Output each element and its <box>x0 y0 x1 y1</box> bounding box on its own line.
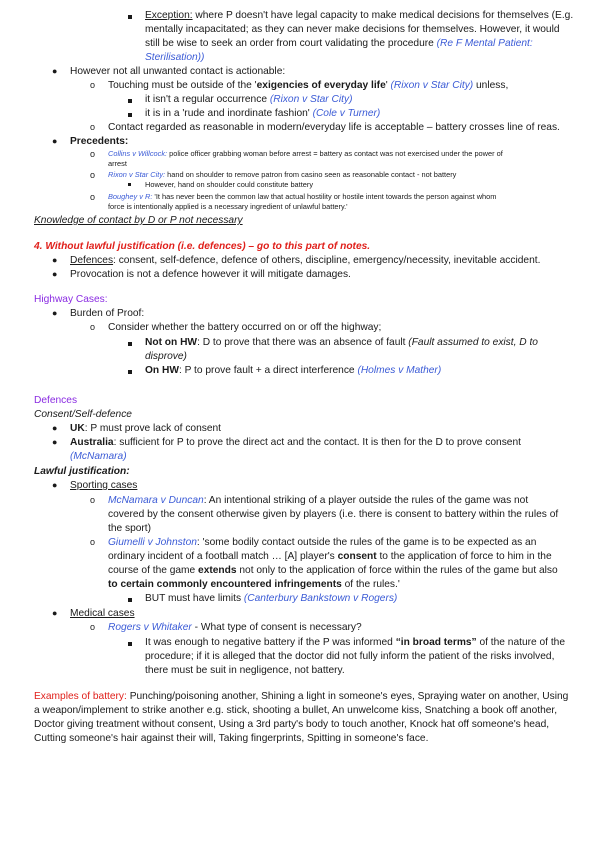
case-citation: (Canterbury Bankstown v Rogers) <box>243 593 398 604</box>
provocation-note: Provocation is not a defence however it will mitigate damages. <box>70 269 351 280</box>
case-citation: (Rixon v Star City) <box>390 80 474 91</box>
rogers-sub-2: procedure; if it is alleged that the doctor did not fully inform the patient of the risks involved, <box>145 651 555 662</box>
circle-bullet-icon: o <box>90 622 96 632</box>
precedent-boughey-cont: force is intentionally applied is a necessary ingredient of unlawful battery.' <box>108 202 348 211</box>
circle-bullet-icon: o <box>90 192 96 202</box>
case-citation: Sterilisation)) <box>145 52 205 63</box>
circle-bullet-icon: o <box>90 80 96 90</box>
case-citation: (Re F Mental Patient: <box>436 38 533 49</box>
giumelli-line-4: to certain commonly encountered infringements of the rules.' <box>108 579 400 590</box>
circle-bullet-icon: o <box>90 122 96 132</box>
not-on-highway-cont: disprove) <box>145 351 187 362</box>
bullet-icon: ● <box>52 66 58 76</box>
case-citation: Giumelli v Johnston <box>108 537 197 548</box>
bullet-icon: ● <box>52 269 58 279</box>
circle-bullet-icon: o <box>90 322 96 332</box>
giumelli-line-1: Giumelli v Johnston: 'some bodily contact outside the rules of the game is to be expected as an <box>108 537 537 548</box>
uk-consent: UK: P must prove lack of consent <box>70 423 221 434</box>
lawful-justification-heading: Lawful justification: <box>34 466 130 477</box>
case-citation: (McNamara) <box>70 451 127 462</box>
examples-line-4: Cutting someone's hair against their will, Taking fingerprints, Spitting in someone's face. <box>34 733 429 744</box>
bullet-icon: ● <box>52 480 58 490</box>
touching-line: Touching must be outside of the 'exigencies of everyday life' (Rixon v Star City) unless, <box>108 80 509 91</box>
medical-cases-heading: Medical cases <box>70 608 135 619</box>
examples-line-2: a weapon/implement to strike another e.g. stick, shooting a bullet, An unwelcome kiss, Snatching a book off another, <box>34 705 558 716</box>
on-highway: On HW: P to prove fault + a direct interference (Holmes v Mather) <box>145 365 442 376</box>
case-citation: Boughey v R: <box>108 192 153 201</box>
circle-bullet-icon: o <box>90 537 96 547</box>
circle-bullet-icon: o <box>90 149 96 159</box>
precedents-heading: Precedents: <box>70 136 129 147</box>
mcnamara-line-3: the sport) <box>108 523 152 534</box>
circle-bullet-icon: o <box>90 495 96 505</box>
case-citation: McNamara v Duncan <box>108 495 204 506</box>
limits-line: BUT must have limits (Canterbury Bankstown v Rogers) <box>145 593 398 604</box>
mcnamara-line-2: covered by the consent otherwise given by players (i.e. there is consent to battery within the rules of <box>108 509 559 520</box>
square-bullet-icon <box>128 183 131 186</box>
highway-heading: Highway Cases: <box>34 294 108 305</box>
square-bullet-icon <box>128 99 132 103</box>
case-citation: Rixon v Star City: <box>108 170 166 179</box>
case-citation: (Holmes v Mather) <box>357 365 442 376</box>
consent-heading: Consent/Self-defence <box>34 409 132 420</box>
case-citation: Collins v Willcock: <box>108 149 168 158</box>
giumelli-line-3: course of the game extends not only to the application of force within the rules of the game but also <box>108 565 558 576</box>
burden-heading: Burden of Proof: <box>70 308 145 319</box>
square-bullet-icon <box>128 642 132 646</box>
circle-bullet-icon: o <box>90 170 96 180</box>
examples-line-3: Doctor giving treatment without consent, Using a 3rd party's body to touch another, Knock hat off someone's head, <box>34 719 550 730</box>
exception-line-2: mentally incapacitated; as they can never make decisions for themselves. However, it would <box>145 24 560 35</box>
defences-heading: Defences <box>34 395 78 406</box>
exception-line-3: still be wise to seek an order from court validating the procedure (Re F Mental Patient: <box>145 38 533 49</box>
precedent-collins-cont: arrest <box>108 159 127 168</box>
bullet-icon: ● <box>52 423 58 433</box>
precedent-rixon: Rixon v Star City: hand on shoulder to remove patron from casino seen as reasonable contact - not battery <box>108 170 457 179</box>
bullet-icon: ● <box>52 608 58 618</box>
bullet-icon: ● <box>52 308 58 318</box>
square-bullet-icon <box>128 113 132 117</box>
square-bullet-icon <box>128 598 132 602</box>
precedent-collins: Collins v Willcock: police officer grabbing woman before arrest = battery as contact was not exercised under the power of <box>108 149 503 158</box>
square-bullet-icon <box>128 370 132 374</box>
rogers-sub-1: It was enough to negative battery if the P was informed “in broad terms” of the nature of the <box>145 637 565 648</box>
unwanted-heading: However not all unwanted contact is actionable: <box>70 66 286 77</box>
rogers-line: Rogers v Whitaker - What type of consent is necessary? <box>108 622 362 633</box>
precedent-rixon-sub: However, hand on shoulder could constitute battery <box>145 180 314 189</box>
bullet-icon: ● <box>52 255 58 265</box>
not-on-highway: Not on HW: D to prove that there was an absence of fault (Fault assumed to exist, D to <box>145 337 538 348</box>
square-bullet-icon <box>128 342 132 346</box>
giumelli-line-2: ordinary incident of a football match … [A] player's consent to the application of force to him in the <box>108 551 552 562</box>
australia-consent: Australia: sufficient for P to prove the direct act and the contact. It is then for the D to prove consent <box>70 437 521 448</box>
reasonable-contact-line: Contact regarded as reasonable in modern/everyday life is acceptable – battery crosses line of reas. <box>108 122 560 133</box>
rogers-sub-3: there must be suit in negligence, not battery. <box>145 665 345 676</box>
knowledge-note: Knowledge of contact by D or P not necessary <box>34 215 243 226</box>
precedent-boughey: Boughey v R: 'It has never been the common law that actual hostility or hostile intent towards the person against whom <box>108 192 497 201</box>
sporting-cases-heading: Sporting cases <box>70 480 138 491</box>
mcnamara-line-1: McNamara v Duncan: An intentional striking of a player outside the rules of the game was not <box>108 495 529 506</box>
square-bullet-icon <box>128 15 132 19</box>
case-citation: Rogers v Whitaker <box>108 622 192 633</box>
unless-item-1: it isn't a regular occurrence (Rixon v Star City) <box>145 94 353 105</box>
examples-line-1: Examples of battery: Punching/poisoning another, Shining a light in someone's eyes, Spraying water on another, Using <box>34 691 569 702</box>
defences-list: Defences: consent, self-defence, defence of others, discipline, emergency/necessity, inevitable accident. <box>70 255 541 266</box>
examples-label: Examples of battery: <box>34 691 127 702</box>
bullet-icon: ● <box>52 437 58 447</box>
exception-label: Exception: <box>145 10 193 21</box>
unless-item-2: it is in a 'rude and inordinate fashion' (Cole v Turner) <box>145 108 381 119</box>
section-4-heading: 4. Without lawful justification (i.e. defences) – go to this part of notes. <box>34 241 371 252</box>
exception-line-1: Exception: where P doesn't have legal capacity to make medical decisions for themselves (E.g. <box>145 10 574 21</box>
case-citation: (Rixon v Star City) <box>269 94 353 105</box>
highway-consider: Consider whether the battery occurred on or off the highway; <box>108 322 382 333</box>
bullet-icon: ● <box>52 136 58 146</box>
case-citation: (Cole v Turner) <box>312 108 381 119</box>
